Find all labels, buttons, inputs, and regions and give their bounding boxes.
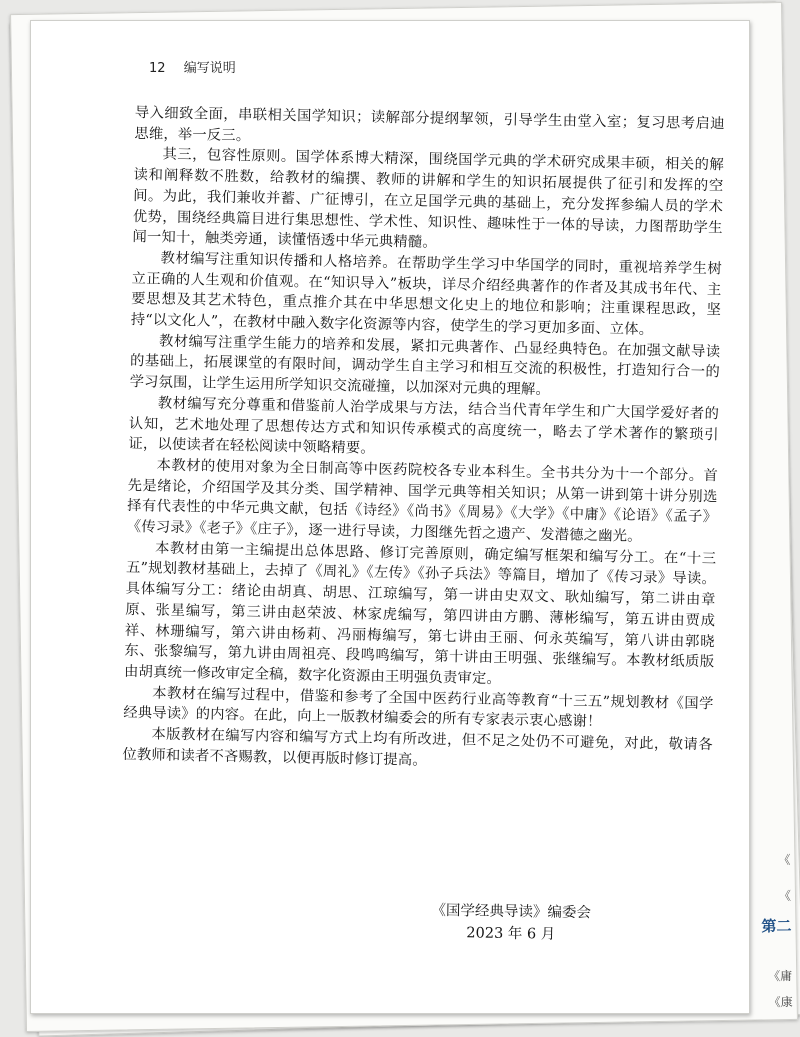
paragraph: 其三，包容性原则。国学体系博大精深，围绕国学元典的学术研究成果丰硕，相关的解读和阐释数不胜数，给教材的编撰、教师的讲解和学生的知识拓展提供了征引和发挥的空间。为此，我们兼收并蓄、广征博引，在立足国学元典的基础上，充分发挥参编人员的学术优势，围绕经典篇目进行集思想性、学术性、知识性、趣味性于一体的导读，力图帮助学生闻一知十，触类旁通，读懂悟透中华元典精髓。 (132, 146, 725, 252)
paragraph: 本版教材在编写内容和编写方式上均有所改进，但不足之处仍不可避免，对此，敬请各位教师和读者不吝赐教，以便再版时修订提高。 (122, 726, 713, 769)
paragraph: 导入细致全面，串联相关国学知识；读解部分提纲挈领，引导学生由堂入室；复习思考启迪思维，举一反三。 (134, 104, 725, 144)
paragraph: 教材编写注重学生能力的培养和发展，紧扣元典著作、凸显经典特色。在加强文献导读的基础上，拓展课堂的有限时间，调动学生自主学习和相互交流的积极性，打造知行合一的学习氛围，让学生运用所学知识交流碰撞，以加深对元典的理解。 (129, 333, 721, 399)
paragraph: 教材编写充分尊重和借鉴前人治学成果与方法，结合当代青年学生和广大国学爱好者的认知，艺术地处理了思想传达方式和知识传承模式的高度统一，略去了学术著作的繁琐引证，以使读者在轻松阅读中领略精要。 (128, 395, 720, 457)
edge-fragment: 《 (778, 852, 791, 868)
paragraph: 本教材在编写过程中，借鉴和参考了全国中医药行业高等教育“十三五”规划教材《国学经典导读》的内容。在此，向上一版教材编委会的所有专家表示衷心感谢！ (123, 685, 714, 731)
signature-block (411, 899, 612, 946)
edge-fragment: 《 (778, 888, 792, 904)
page-number: 12 (149, 61, 166, 76)
edge-fragment: 《康 (768, 994, 793, 1010)
body-text (122, 103, 725, 777)
document-page (30, 20, 750, 1014)
edge-fragment: 《庸 (768, 968, 793, 984)
committee-name: 《国学经典导读》编委会 (431, 902, 592, 922)
section-title: 编写说明 (183, 61, 236, 76)
paragraph: 本教材由第一主编提出总体思路、修订完善原则，确定编写框架和编写分工。在“十三五”规划教材基础上，去掉了《周礼》《左传》《孙子兵法》等篇目，增加了《传习录》导读。具体编写分工：绪论由胡真、胡思、江琼编写，第一讲由史双文、耿灿编写，第二讲由章原、张星编写，第三讲由赵荣波、林家虎编写，第四讲由方鹏、薄彬编写，第五讲由贾成祥、林珊编写，第六讲由杨莉、冯丽梅编写，第七讲由王丽、何永英编写，第八讲由郭晓东、张黎编写，第九讲由周祖亮、段鸣鸣编写，第十讲由王明强、张继编写。本教材纸质版由胡真统一修改审定全稿，数字化资源由王明强负责审定。 (123, 540, 717, 688)
edge-fragment: 第二 (761, 916, 792, 936)
signature-date: 2023 年 6 月 (466, 925, 556, 943)
page-header (149, 57, 236, 76)
paragraph: 教材编写注重知识传播和人格培养。在帮助学生学习中华国学的同时，重视培养学生树立正确的人生观和价值观。在“知识导入”板块，详尽介绍经典著作的作者及其成书年代、主要思想及其艺术特色，重点推介其在中华思想文化史上的地位和影响；注重课程思政，坚持“以文化人”，在教材中融入数字化资源等内容，使学生的学习更加多面、立体。 (130, 250, 723, 339)
paragraph: 本教材的使用对象为全日制高等中医药院校各专业本科生。全书共分为十一个部分。首先是绪论，介绍国学及其分类、国学精神、国学元典等相关知识；从第一讲到第十讲分别选择有代表性的中华元典文献，包括《诗经》《尚书》《周易》《大学》《中庸》《论语》《孟子》《传习录》《老子》《庄子》，逐一进行导读，力图继先哲之遗产、发潜德之幽光。 (126, 457, 719, 545)
